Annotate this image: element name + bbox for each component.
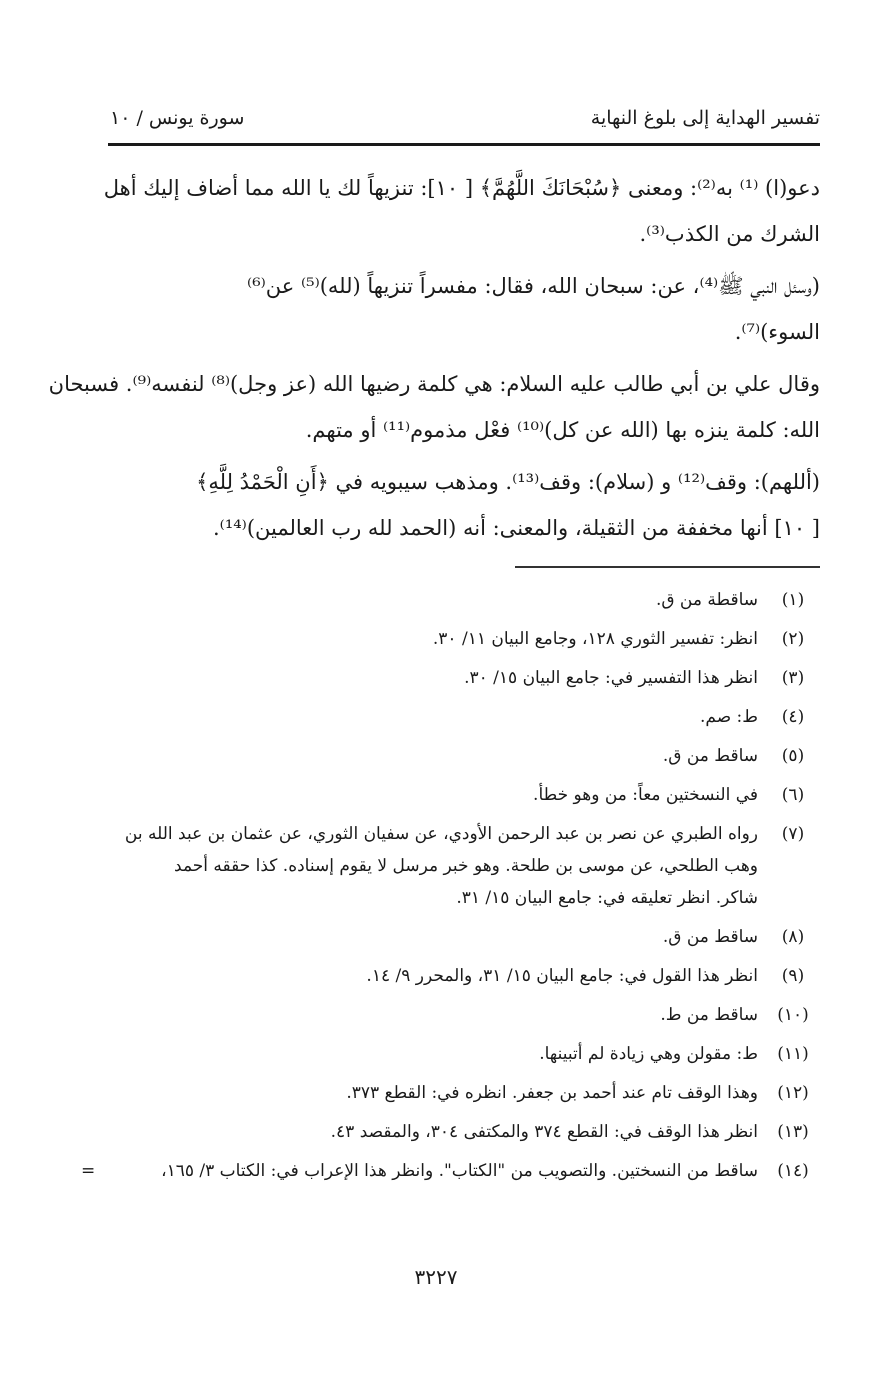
footnote: [95, 740, 820, 772]
footnote-text: وهب الطلحي، عن موسى بن طلحة. وهو خبر مرسل لا يقوم إسناده. كذا حققه أحمد: [174, 856, 758, 876]
text-line: الله: كلمة ينزه بها (الله عن كل)⁽¹⁰⁾ فعْل مذموم⁽¹¹⁾ أو متهم.: [305, 418, 820, 442]
paragraph: [103, 165, 820, 257]
footnote-text: في النسختين معاً: من وهو خطأ.: [533, 785, 758, 805]
footnote: [95, 1038, 820, 1070]
text-line: الشرك من الكذب⁽³⁾.: [639, 222, 820, 246]
footnote: [95, 921, 820, 953]
footnote-text: انظر: تفسير الثوري ١٢٨، وجامع البيان ١١/ ٣٠.: [432, 629, 758, 649]
running-header: [110, 104, 820, 138]
sura-label: سورة يونس / ١٠: [110, 107, 245, 129]
footnote: [95, 584, 820, 616]
footnote-text: انظر هذا القول في: جامع البيان ١٥/ ٣١، والمحرر ٩/ ١٤.: [366, 966, 758, 986]
footnote-number: (٨): [781, 927, 805, 947]
footnote-number: (٧): [781, 824, 805, 844]
footnote-number: (١٠): [777, 1005, 809, 1025]
footnote-number: (١٢): [777, 1083, 809, 1103]
text-line: [ ١٠] أنها مخففة من الثقيلة، والمعنى: أنه (الحمد لله رب العالمين)⁽¹⁴⁾.: [212, 516, 820, 540]
main-text: [48, 165, 820, 557]
footnote-number: (٦): [781, 785, 805, 805]
footnote-number: (١١): [777, 1044, 809, 1064]
footnote-separator: [515, 566, 820, 568]
footnote-text: انظر هذا التفسير في: جامع البيان ١٥/ ٣٠.: [464, 668, 758, 688]
footnote-text: ساقط من ق.: [662, 927, 758, 947]
footnote-text: ساقط من النسختين. والتصويب من "الكتاب". وانظر هذا الإعراب في: الكتاب ٣/ ١٦٥،: [161, 1161, 758, 1181]
footnote-text: ط: صم.: [699, 707, 758, 727]
text-line: (أللهم): وقف⁽¹²⁾ و (سلام): وقف⁽¹³⁾. ومذهب سيبويه في ﴿أَنِ الْحَمْدُ لِلَّهِ﴾: [196, 470, 820, 494]
footnote-number: (١٣): [777, 1122, 809, 1142]
text-line: وقال علي بن أبي طالب عليه السلام: هي كلمة رضيها الله (عز وجل)⁽⁸⁾ لنفسه⁽⁹⁾. فسبحان: [48, 372, 820, 396]
footnote-text: ساقط من ق.: [662, 746, 758, 766]
paragraph: [110, 263, 820, 355]
footnote: [95, 623, 820, 655]
footnote-text: ساقطة من ق.: [655, 590, 758, 610]
text-line: دعو(ا) ⁽¹⁾ به⁽²⁾: ومعنى ﴿سُبْحَانَكَ اللَّهُمَّ﴾ [ ١٠]: تنزيهاً لك يا الله مما أضاف إليك أهل: [103, 176, 820, 200]
footnote: [95, 779, 820, 811]
footnote: [95, 960, 820, 992]
footnote-text: انظر هذا الوقف في: القطع ٣٧٤ والمكتفى ٣٠٤، والمقصد ٤٣.: [330, 1122, 758, 1142]
footnote-number: (١): [781, 590, 805, 610]
footnote-text: وهذا الوقف تام عند أحمد بن جعفر. انظره في: القطع ٣٧٣.: [346, 1083, 758, 1103]
footnote-number: (٥): [781, 746, 805, 766]
footnote: [95, 662, 820, 694]
footnote-number: (٣): [781, 668, 805, 688]
footnote: [95, 1077, 820, 1109]
text-line: السوء)⁽⁷⁾.: [734, 320, 820, 344]
footnote: [81, 1155, 820, 1187]
paragraph: [48, 361, 820, 453]
footnote-text: رواه الطبري عن نصر بن عبد الرحمن الأودي، عن سفيان الثوري، عن عثمان بن عبد الله بن: [124, 824, 758, 844]
header-rule: [108, 143, 820, 146]
paragraph: [110, 459, 820, 551]
footnote: [95, 818, 820, 914]
book-title: تفسير الهداية إلى بلوغ النهاية: [590, 107, 820, 129]
text-line: (وسئل النبي ﷺ⁽⁴⁾، عن: سبحان الله، فقال: مفسراً تنزيهاً (لله)⁽⁵⁾ عن⁽⁶⁾: [247, 274, 820, 298]
footnote-number: (٤): [781, 707, 805, 727]
footnote: [95, 999, 820, 1031]
footnote-text: ساقط من ط.: [660, 1005, 758, 1025]
footnote: [95, 1116, 820, 1148]
footnote-text: شاكر. انظر تعليقه في: جامع البيان ١٥/ ٣١.: [456, 888, 758, 908]
footnote-text: ط: مقولن وهي زيادة لم أتبينها.: [539, 1044, 758, 1064]
page-number: ٣٢٢٧: [414, 1265, 458, 1289]
continuation-marker: =: [81, 1161, 96, 1181]
footnote-number: (١٤): [777, 1161, 809, 1181]
footnote-number: (٢): [781, 629, 805, 649]
footnotes: [81, 584, 820, 1194]
footnote-number: (٩): [781, 966, 805, 986]
footnote: [95, 701, 820, 733]
